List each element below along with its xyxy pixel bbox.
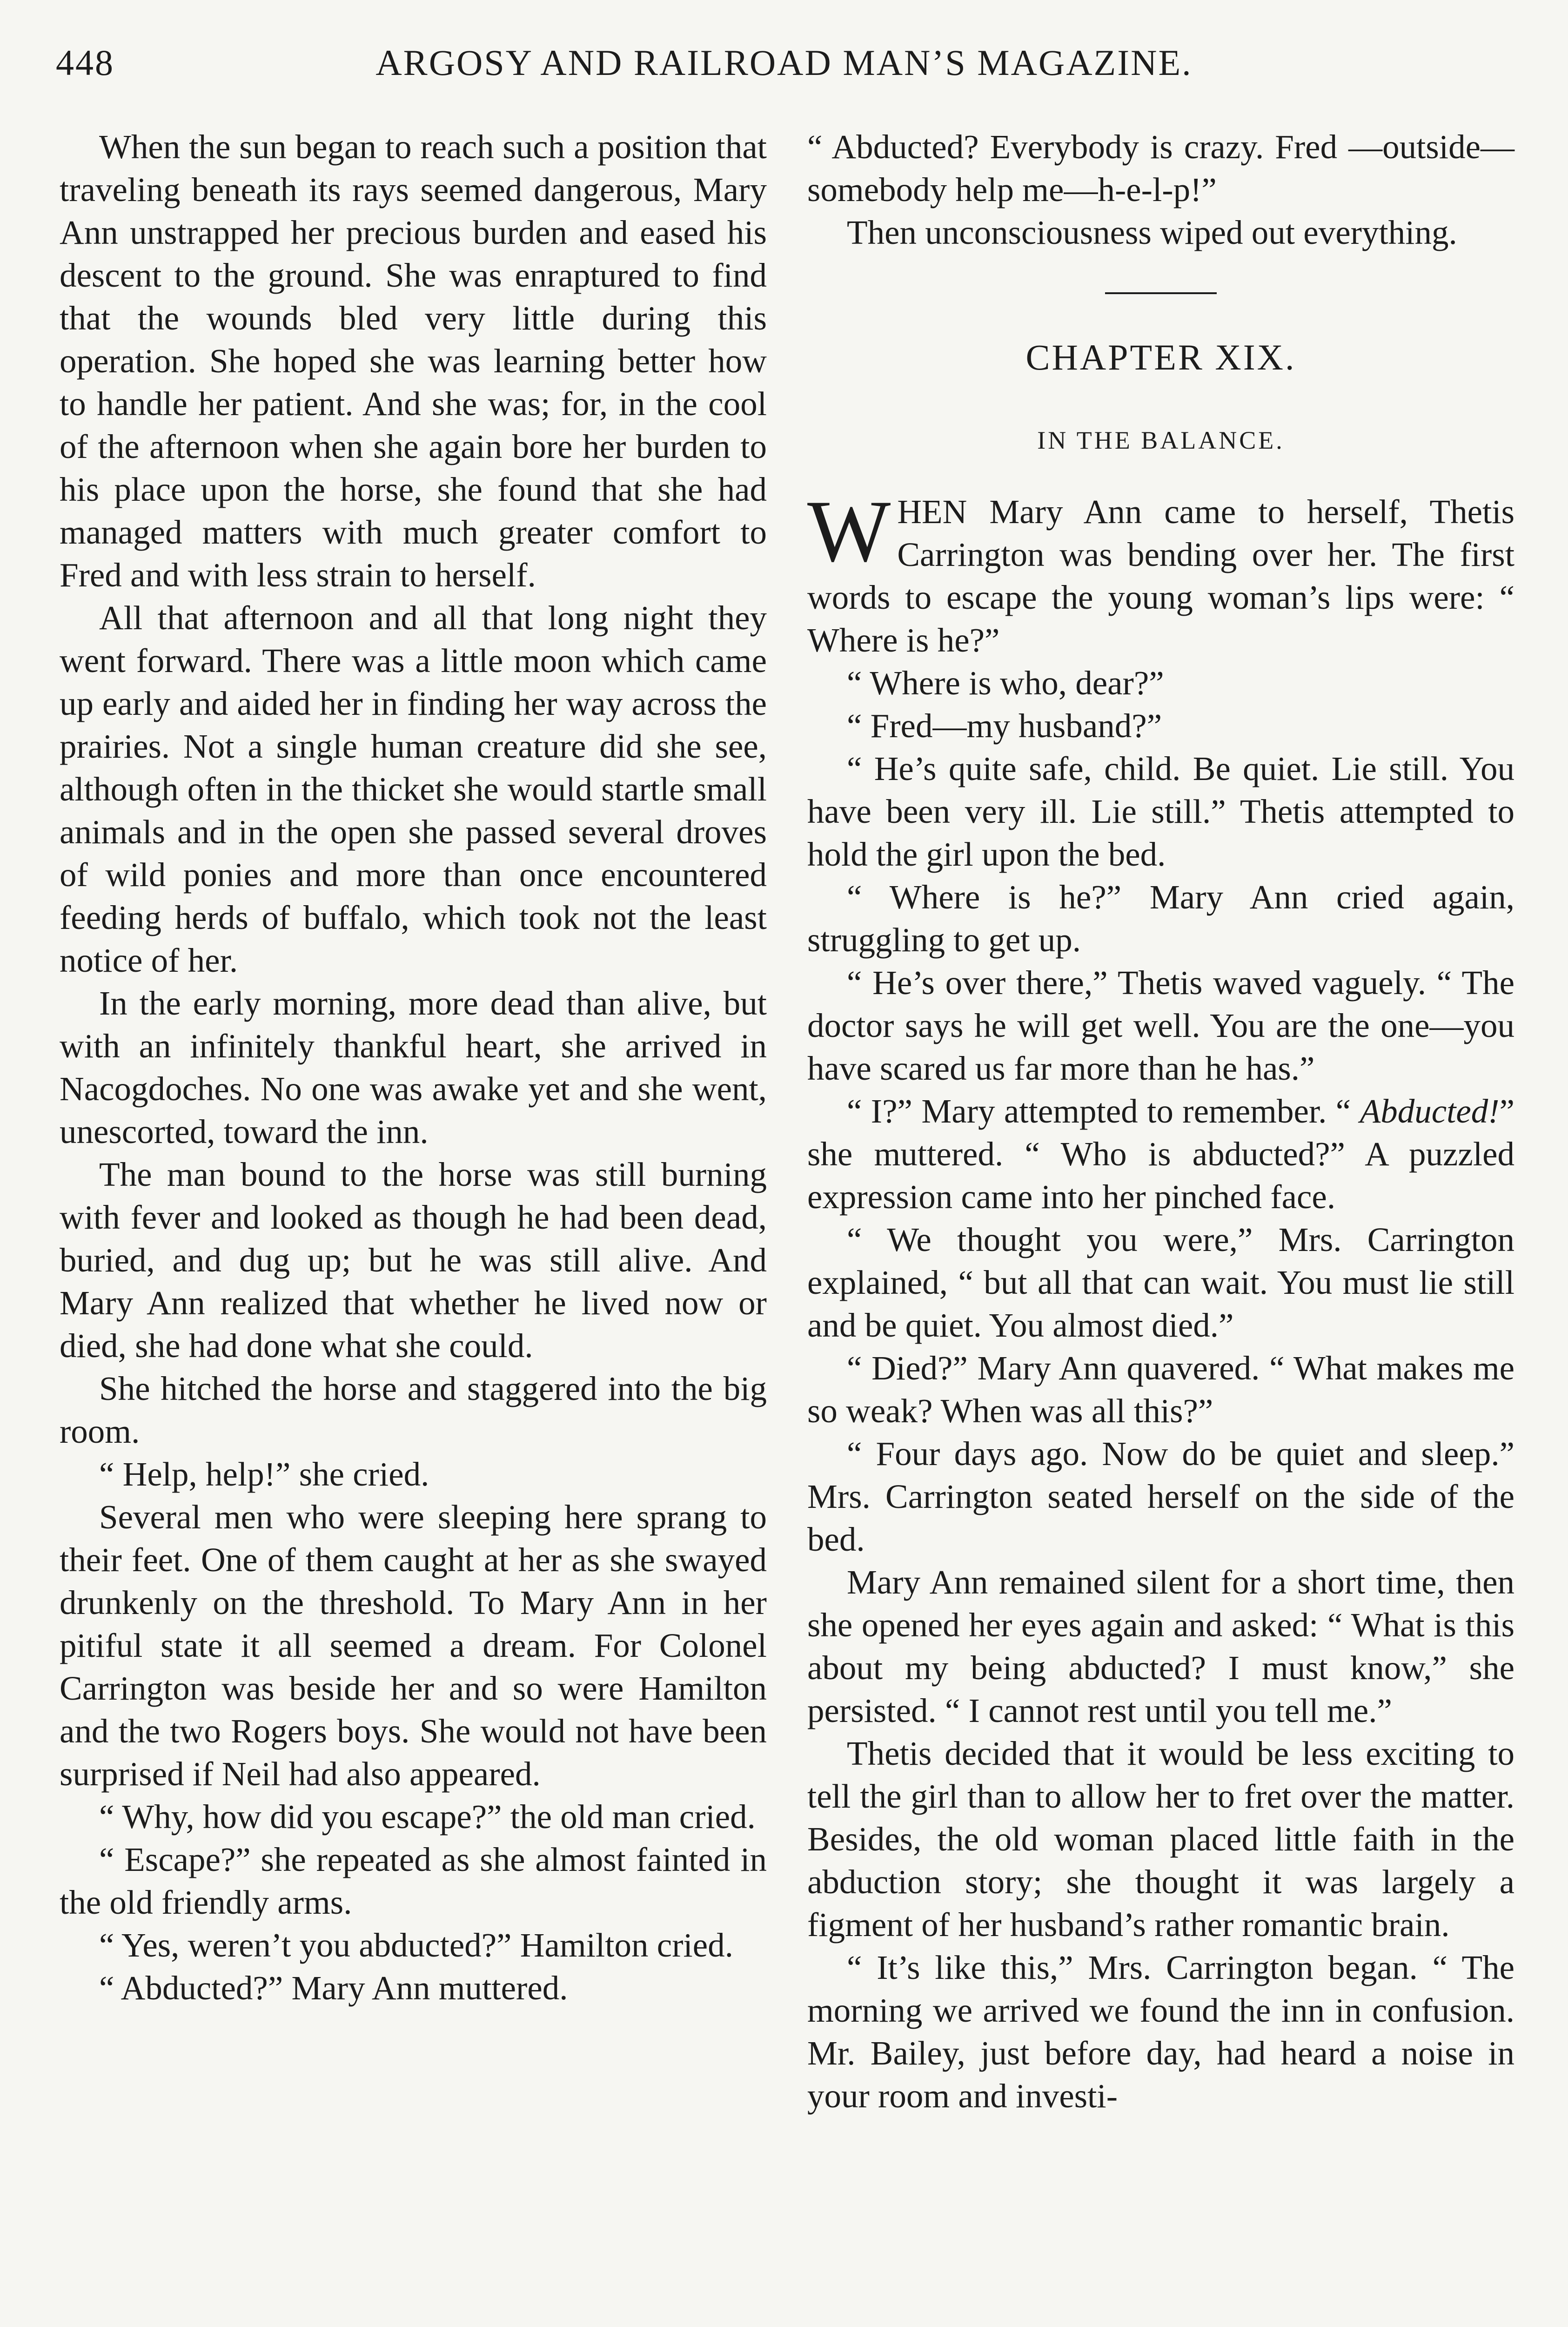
paragraph: Then unconsciousness wiped out everything. [847, 214, 1457, 251]
paragraph: “ Why, how did you escape?” the old man cried. [99, 1798, 756, 1836]
text-segment: “ I?” Mary attempted to remember. “ [847, 1092, 1360, 1130]
chapter-title: CHAPTER XIX. [1025, 337, 1296, 377]
chapter-subtitle: IN THE BALANCE. [1037, 426, 1285, 454]
text-segment: ” she muttered. “ Who is abducted?” A puzzled expression came into her pinched face. [807, 1092, 1514, 1216]
paragraph: “ He’s over there,” Thetis waved vaguely. “ The doctor says he will get well. You are the one—you have scared us far more than he has.” [807, 964, 1514, 1087]
running-head [56, 42, 1512, 93]
magazine-title: ARGOSY AND RAILROAD MAN’S MAGAZINE. [375, 42, 1193, 83]
paragraph: “ Abducted?” Mary Ann muttered. [99, 1969, 568, 2007]
paragraph: “ Where is who, dear?” [847, 664, 1164, 702]
paragraph: “ Four days ago. Now do be quiet and sleep.” Mrs. Carrington seated herself on the side of the bed. [807, 1435, 1514, 1558]
paragraph: Mary Ann remained silent for a short time, then she opened her eyes again and asked: “ What is this about my being abducted? I must know,” she persisted. “ I cannot rest until you tell me.” [807, 1563, 1514, 1729]
paragraph: When the sun began to reach such a position that traveling beneath its rays seemed dangerous, Mary Ann unstrapped her precious burden and eased his descent to the ground. She was enraptured to find that the wounds bled very little during this operation. She hoped she was learning better how to handle her patient. And she was; for, in the cool of the afternoon when she again bore her burden to his place upon the horse, she found that she had managed matters with much greater comfort to Fred and with less strain to herself. [60, 128, 767, 594]
paragraph: “ Died?” Mary Ann quavered. “ What makes me so weak? When was all this?” [807, 1349, 1514, 1430]
opening-text: HEN Mary Ann came to herself, Thetis Carrington was bending over her. The first words to escape the young woman’s lips were: “ Where is he?” [807, 493, 1514, 659]
left-column [60, 126, 767, 2010]
chapter-opening-paragraph [807, 483, 1514, 662]
paragraph: “ Abducted? Everybody is crazy. Fred —outside—somebody help me—h-e-l-p!” [807, 128, 1514, 208]
paragraph [807, 1090, 1514, 1218]
paragraph: “ Where is he?” Mary Ann cried again, struggling to get up. [807, 878, 1514, 959]
paragraph: “ Fred—my husband?” [847, 707, 1162, 745]
paragraph: “ Escape?” she repeated as she almost fainted in the old friendly arms. [60, 1841, 767, 1921]
right-column [807, 126, 1514, 2118]
paragraph: Thetis decided that it would be less exciting to tell the girl than to allow her to fret over the matter. Besides, the old woman placed little faith in the abduction story; she thought it was largely a figment of her husband’s rather romantic brain. [807, 1735, 1514, 1944]
paragraph: The man bound to the horse was still burning with fever and looked as though he had been dead, buried, and dug up; but he was still alive. And Mary Ann realized that whether he lived now or died, she had done what she could. [60, 1156, 767, 1365]
paragraph: “ Help, help!” she cried. [99, 1455, 429, 1493]
paragraph: “ Yes, weren’t you abducted?” Hamilton cried. [99, 1926, 733, 1964]
drop-cap: W [807, 483, 891, 580]
page-number: 448 [56, 42, 114, 83]
paragraph: Several men who were sleeping here sprang to their feet. One of them caught at her as she swayed drunkenly on the threshold. To Mary Ann in her pitiful state it all seemed a dream. For Colonel Carrington was beside her and so were Hamilton and the two Rogers boys. She would not have been surprised if Neil had also appeared. [60, 1498, 767, 1793]
paragraph: All that afternoon and all that long night they went forward. There was a little moon which came up early and aided her in finding her way across the prairies. Not a single human creature did she see, although often in the thicket she would startle small animals and in the open she passed several droves of wild ponies and more than once encountered feeding herds of buffalo, which took not the least notice of her. [60, 599, 767, 979]
paragraph: “ We thought you were,” Mrs. Carrington explained, “ but all that can wait. You must lie still and be quiet. You almost died.” [807, 1221, 1514, 1344]
paragraph: In the early morning, more dead than alive, but with an infinitely thankful heart, she arrived in Nacogdoches. No one was awake yet and she went, unescorted, toward the inn. [60, 984, 767, 1150]
section-divider [1105, 292, 1217, 294]
paragraph: “ He’s quite safe, child. Be quiet. Lie still. You have been very ill. Lie still.” Thetis attempted to hold the girl upon the bed. [807, 750, 1514, 873]
paragraph: “ It’s like this,” Mrs. Carrington began. “ The morning we arrived we found the inn in confusion. Mr. Bailey, just before day, had heard a noise in your room and investi- [807, 1949, 1514, 2115]
paragraph: She hitched the horse and staggered into the big room. [60, 1370, 767, 1450]
italic-text: Abducted! [1360, 1092, 1500, 1130]
